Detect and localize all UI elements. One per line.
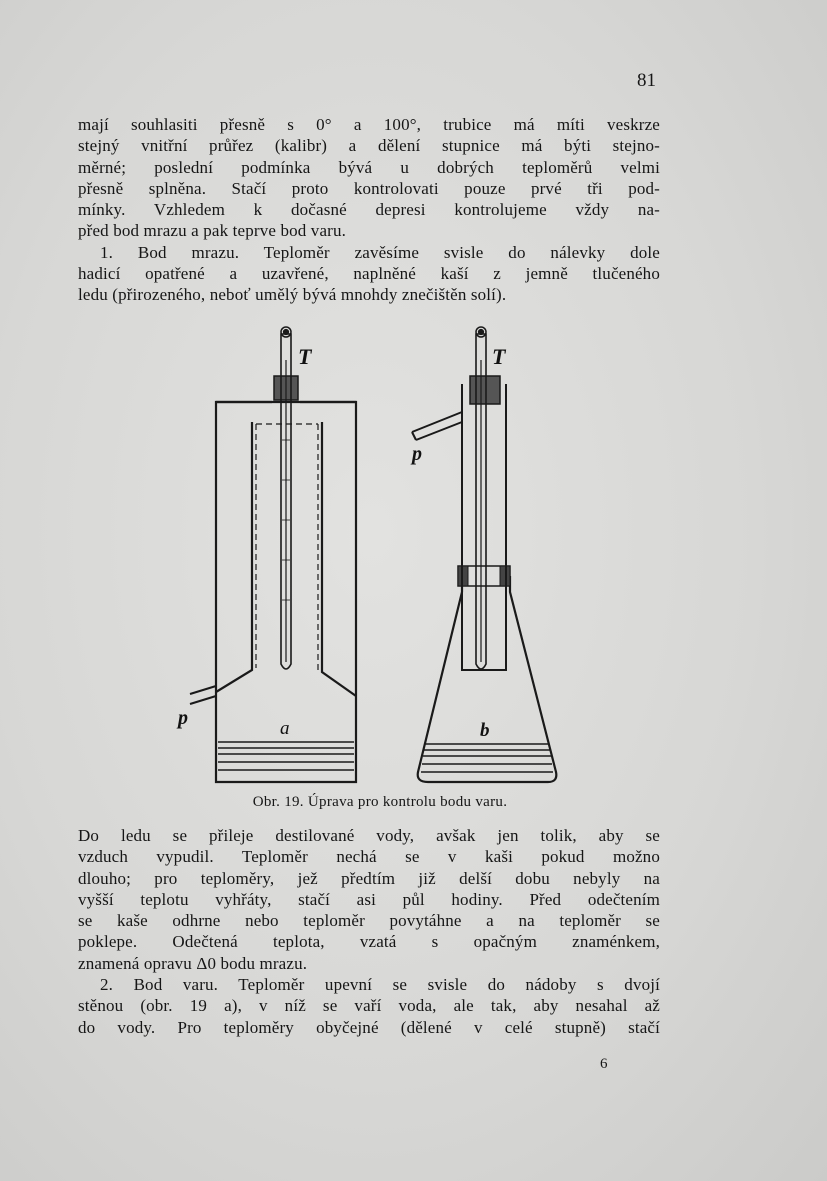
inner-wall-left-a [216, 422, 252, 692]
label-vessel-b: b [480, 720, 490, 741]
page-number: 81 [637, 70, 656, 91]
figure-caption: Obr. 19. Úprava pro kontrolu bodu varu. [252, 794, 508, 810]
side-tube-a [190, 686, 216, 704]
text-line: poklepe. Odečtená teplota, vzatá s opačným znaménkem, [78, 932, 660, 952]
text-line: před bod mrazu a pak teprve bod varu. [78, 221, 347, 241]
paragraph-distilled-water [78, 825, 660, 974]
text-block-bottom [78, 825, 660, 1038]
text-line: dlouho; pro teploměry, jež předtím již delší dobu nebyly na [78, 868, 660, 888]
text-line: ledu (přirozeného, neboť umělý bývá mnohdy znečištěn solí). [78, 285, 507, 305]
paragraph-boiling-point [78, 974, 660, 1038]
text-block-top [78, 114, 660, 306]
side-tube-b [412, 412, 462, 440]
text-line: mínky. Vzhledem k dočasné depresi kontrolujeme vždy na- [78, 200, 660, 220]
sheet-signature: 6 [600, 1056, 608, 1072]
label-tube-b: p [412, 443, 422, 465]
text-line: 1. Bod mrazu. Teploměr zavěsíme svisle do nálevky dole [100, 242, 660, 262]
water-b [421, 744, 553, 772]
apparatus-b [412, 327, 556, 782]
figure-19 [150, 320, 610, 790]
label-thermometer-b: T [492, 344, 506, 369]
text-line: hadicí opatřené a uzavřené, naplněné kaší z jemně tlučeného [78, 264, 660, 284]
apparatus-a [190, 327, 356, 782]
text-line: měrné; poslední podmínka bývá u dobrých teploměrů velmi [78, 157, 660, 177]
water-a [218, 742, 354, 770]
text-line: vyšší teplotu vyhřáty, stačí asi půl hodiny. Před odečtením [78, 889, 660, 909]
text-line: se kaše odhrne nebo teploměr povytáhne a na teploměr se [78, 911, 660, 931]
inner-dashed-a [256, 424, 318, 670]
apparatus-drawing [150, 320, 610, 790]
label-tube-a: p [178, 707, 188, 729]
inner-wall-right-a [322, 422, 356, 696]
flask-body-b [418, 576, 557, 782]
label-thermometer-a: T [298, 344, 312, 369]
paragraph-freezing-point [78, 242, 660, 306]
text-line: stěnou (obr. 19 a), v níž se vaří voda, ale tak, aby nesahal až [78, 996, 660, 1016]
text-line: vzduch vypudil. Teploměr nechá se v kaši pokud možno [78, 847, 660, 867]
text-line: 2. Bod varu. Teploměr upevní se svisle do nádoby s dvojí [100, 975, 660, 995]
text-line: do vody. Pro teploměry obyčejné (dělené v celé stupně) stačí [78, 1017, 660, 1037]
label-vessel-a: a [280, 718, 290, 739]
text-line: mají souhlasiti přesně s 0° a 100°, trubice má míti veskrze [78, 115, 660, 134]
paragraph-calibration [78, 114, 660, 242]
top-stopper-b [470, 376, 500, 404]
inner-tube-b [462, 384, 506, 670]
text-line: přesně splněna. Stačí proto kontrolovati pouze prvé tři pod- [78, 178, 660, 198]
text-line: znamená opravu Δ0 bodu mrazu. [78, 953, 308, 973]
text-line: stejný vnitřní průřez (kalibr) a dělení stupnice má býti stejno- [78, 136, 660, 156]
text-line: Do ledu se přileje destilované vody, avšak jen tolik, aby se [78, 826, 660, 845]
